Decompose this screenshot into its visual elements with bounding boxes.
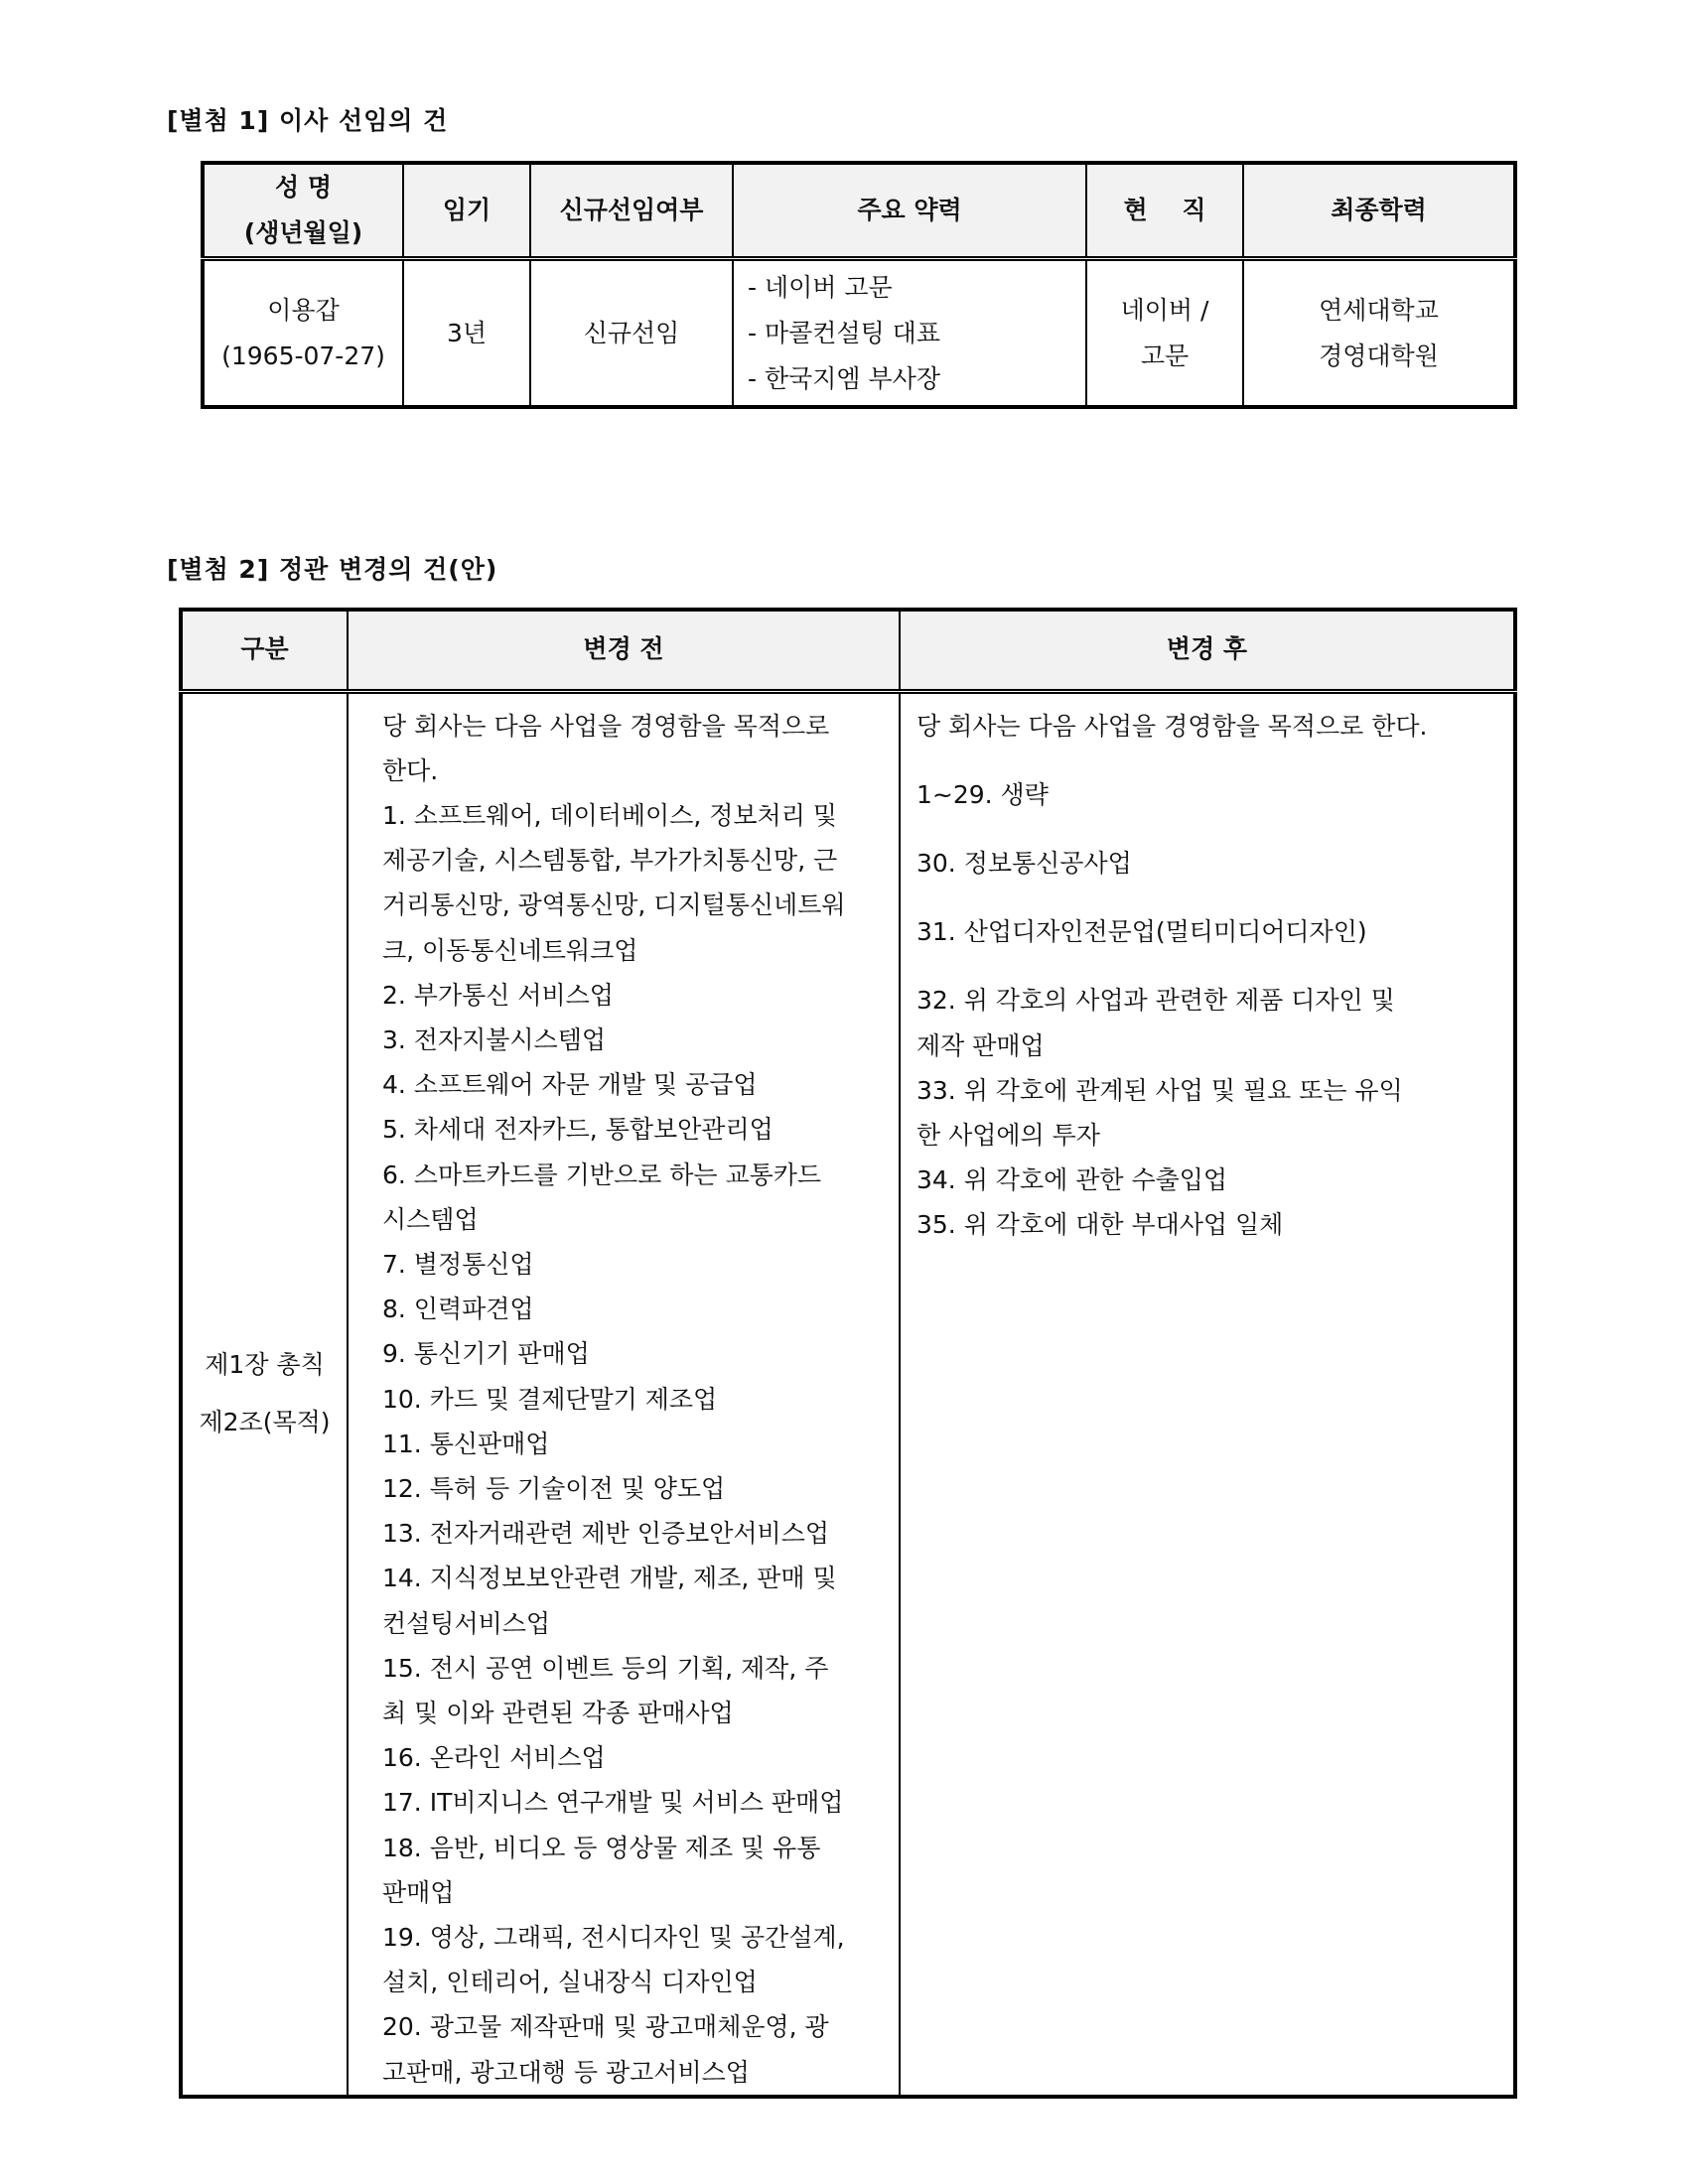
after-header: 변경 후 — [900, 610, 1515, 691]
before-line: 시스템업 — [382, 1204, 479, 1234]
before-line: 제공기술, 시스템통합, 부가가치통신망, 근 — [382, 846, 838, 876]
before-line: 4. 소프트웨어 자문 개발 및 공급업 — [382, 1070, 758, 1100]
before-line: 10. 카드 및 결제단말기 제조업 — [382, 1384, 718, 1414]
before-line: 13. 전자거래관련 제반 인증보안서비스업 — [382, 1519, 829, 1549]
after-line: 30. 정보통신공사업 — [916, 848, 1132, 878]
name-header: 성 명 (생년월일) — [203, 163, 403, 259]
section-header: 구분 — [181, 610, 348, 691]
before-line: 16. 온라인 서비스업 — [382, 1743, 606, 1773]
before-line: 당 회사는 다음 사업을 경영함을 목적으로 — [382, 711, 830, 741]
table-header-row — [181, 610, 1515, 691]
new-appointment-header: 신규선임여부 — [530, 163, 733, 259]
before-line: 9. 통신기기 판매업 — [382, 1339, 590, 1369]
director-appointment-table — [201, 161, 1517, 409]
before-cell — [348, 691, 900, 2097]
before-line: 고판매, 광고대행 등 광고서비스업 — [382, 2057, 750, 2087]
before-line: 거리통신망, 광역통신망, 디지털통신네트워 — [382, 890, 846, 920]
before-line: 3. 전자지불시스템업 — [382, 1024, 606, 1054]
articles-amendment-table — [179, 608, 1517, 2099]
before-line: 19. 영상, 그래픽, 전시디자인 및 공간설계, — [382, 1922, 845, 1952]
before-line: 2. 부가통신 서비스업 — [382, 980, 614, 1010]
current-position-cell: 네이버 / 고문 — [1086, 259, 1243, 408]
after-line: 제작 판매업 — [916, 1030, 1045, 1060]
after-line: 34. 위 각호에 관한 수출입업 — [916, 1165, 1228, 1195]
before-line: 한다. — [382, 755, 439, 785]
career-item: - 마콜컨설팅 대표 — [748, 318, 940, 347]
career-item: - 네이버 고문 — [748, 272, 893, 302]
attachment1-title: [별첨 1] 이사 선임의 건 — [167, 106, 449, 135]
before-line: 6. 스마트카드를 기반으로 하는 교통카드 — [382, 1160, 822, 1189]
before-line: 최 및 이와 관련된 각종 판매사업 — [382, 1698, 734, 1727]
education-header: 최종학력 — [1243, 163, 1515, 259]
before-text — [382, 704, 885, 2095]
before-line: 12. 특허 등 기술이전 및 양도업 — [382, 1473, 726, 1503]
education-cell: 연세대학교 경영대학원 — [1243, 259, 1515, 408]
current-position-header: 현 직 — [1086, 163, 1243, 259]
before-line: 17. IT비지니스 연구개발 및 서비스 판매업 — [382, 1788, 844, 1818]
attachment2-title: [별첨 2] 정관 변경의 건(안) — [167, 555, 498, 584]
before-line: 1. 소프트웨어, 데이터베이스, 정보처리 및 — [382, 800, 837, 830]
after-line: 32. 위 각호의 사업과 관련한 제품 디자인 및 — [916, 986, 1395, 1016]
before-line: 7. 별정통신업 — [382, 1249, 534, 1279]
career-cell — [733, 259, 1086, 408]
before-line: 크, 이동통신네트워크업 — [382, 935, 638, 965]
before-line: 20. 광고물 제작판매 및 광고매체운영, 광 — [382, 2012, 829, 2042]
before-line: 설치, 인테리어, 실내장식 디자인업 — [382, 1968, 758, 1997]
before-line: 컨설팅서비스업 — [382, 1608, 551, 1638]
before-line: 8. 인력파견업 — [382, 1295, 534, 1324]
before-line: 판매업 — [382, 1877, 455, 1907]
before-header: 변경 전 — [348, 610, 900, 691]
after-line: 31. 산업디자인전문업(멀티미디어디자인) — [916, 917, 1367, 947]
after-line: 1~29. 생략 — [916, 779, 1049, 809]
table-header-row — [203, 163, 1515, 259]
term-cell: 3년 — [403, 259, 530, 408]
before-line: 11. 통신판매업 — [382, 1429, 550, 1458]
chapter-label: 제1장 총칙 — [205, 1350, 325, 1380]
term-header: 임기 — [403, 163, 530, 259]
after-line: 당 회사는 다음 사업을 경영함을 목적으로 한다. — [916, 711, 1428, 741]
after-line: 한 사업에의 투자 — [916, 1120, 1100, 1150]
article-label: 제2조(목적) — [199, 1408, 331, 1437]
after-cell — [900, 691, 1515, 2097]
section-cell — [181, 691, 348, 2097]
new-appointment-cell: 신규선임 — [530, 259, 733, 408]
before-line: 15. 전시 공연 이벤트 등의 기획, 제작, 주 — [382, 1653, 829, 1683]
after-line: 35. 위 각호에 대한 부대사업 일체 — [916, 1210, 1284, 1240]
career-item: - 한국지엠 부사장 — [748, 363, 940, 393]
before-line: 18. 음반, 비디오 등 영상물 제조 및 유통 — [382, 1833, 821, 1862]
name-cell — [203, 259, 403, 408]
director-name: 이용갑 — [267, 295, 340, 325]
before-line: 14. 지식정보보안관련 개발, 제조, 판매 및 — [382, 1564, 837, 1593]
career-header: 주요 약력 — [733, 163, 1086, 259]
table-row — [181, 691, 1515, 2097]
after-line: 33. 위 각호에 관계된 사업 및 필요 또는 유익 — [916, 1075, 1403, 1105]
before-line: 5. 차세대 전자카드, 통합보안관리업 — [382, 1115, 774, 1145]
table-row — [203, 259, 1515, 408]
birth-date: (1965-07-27) — [221, 341, 385, 370]
